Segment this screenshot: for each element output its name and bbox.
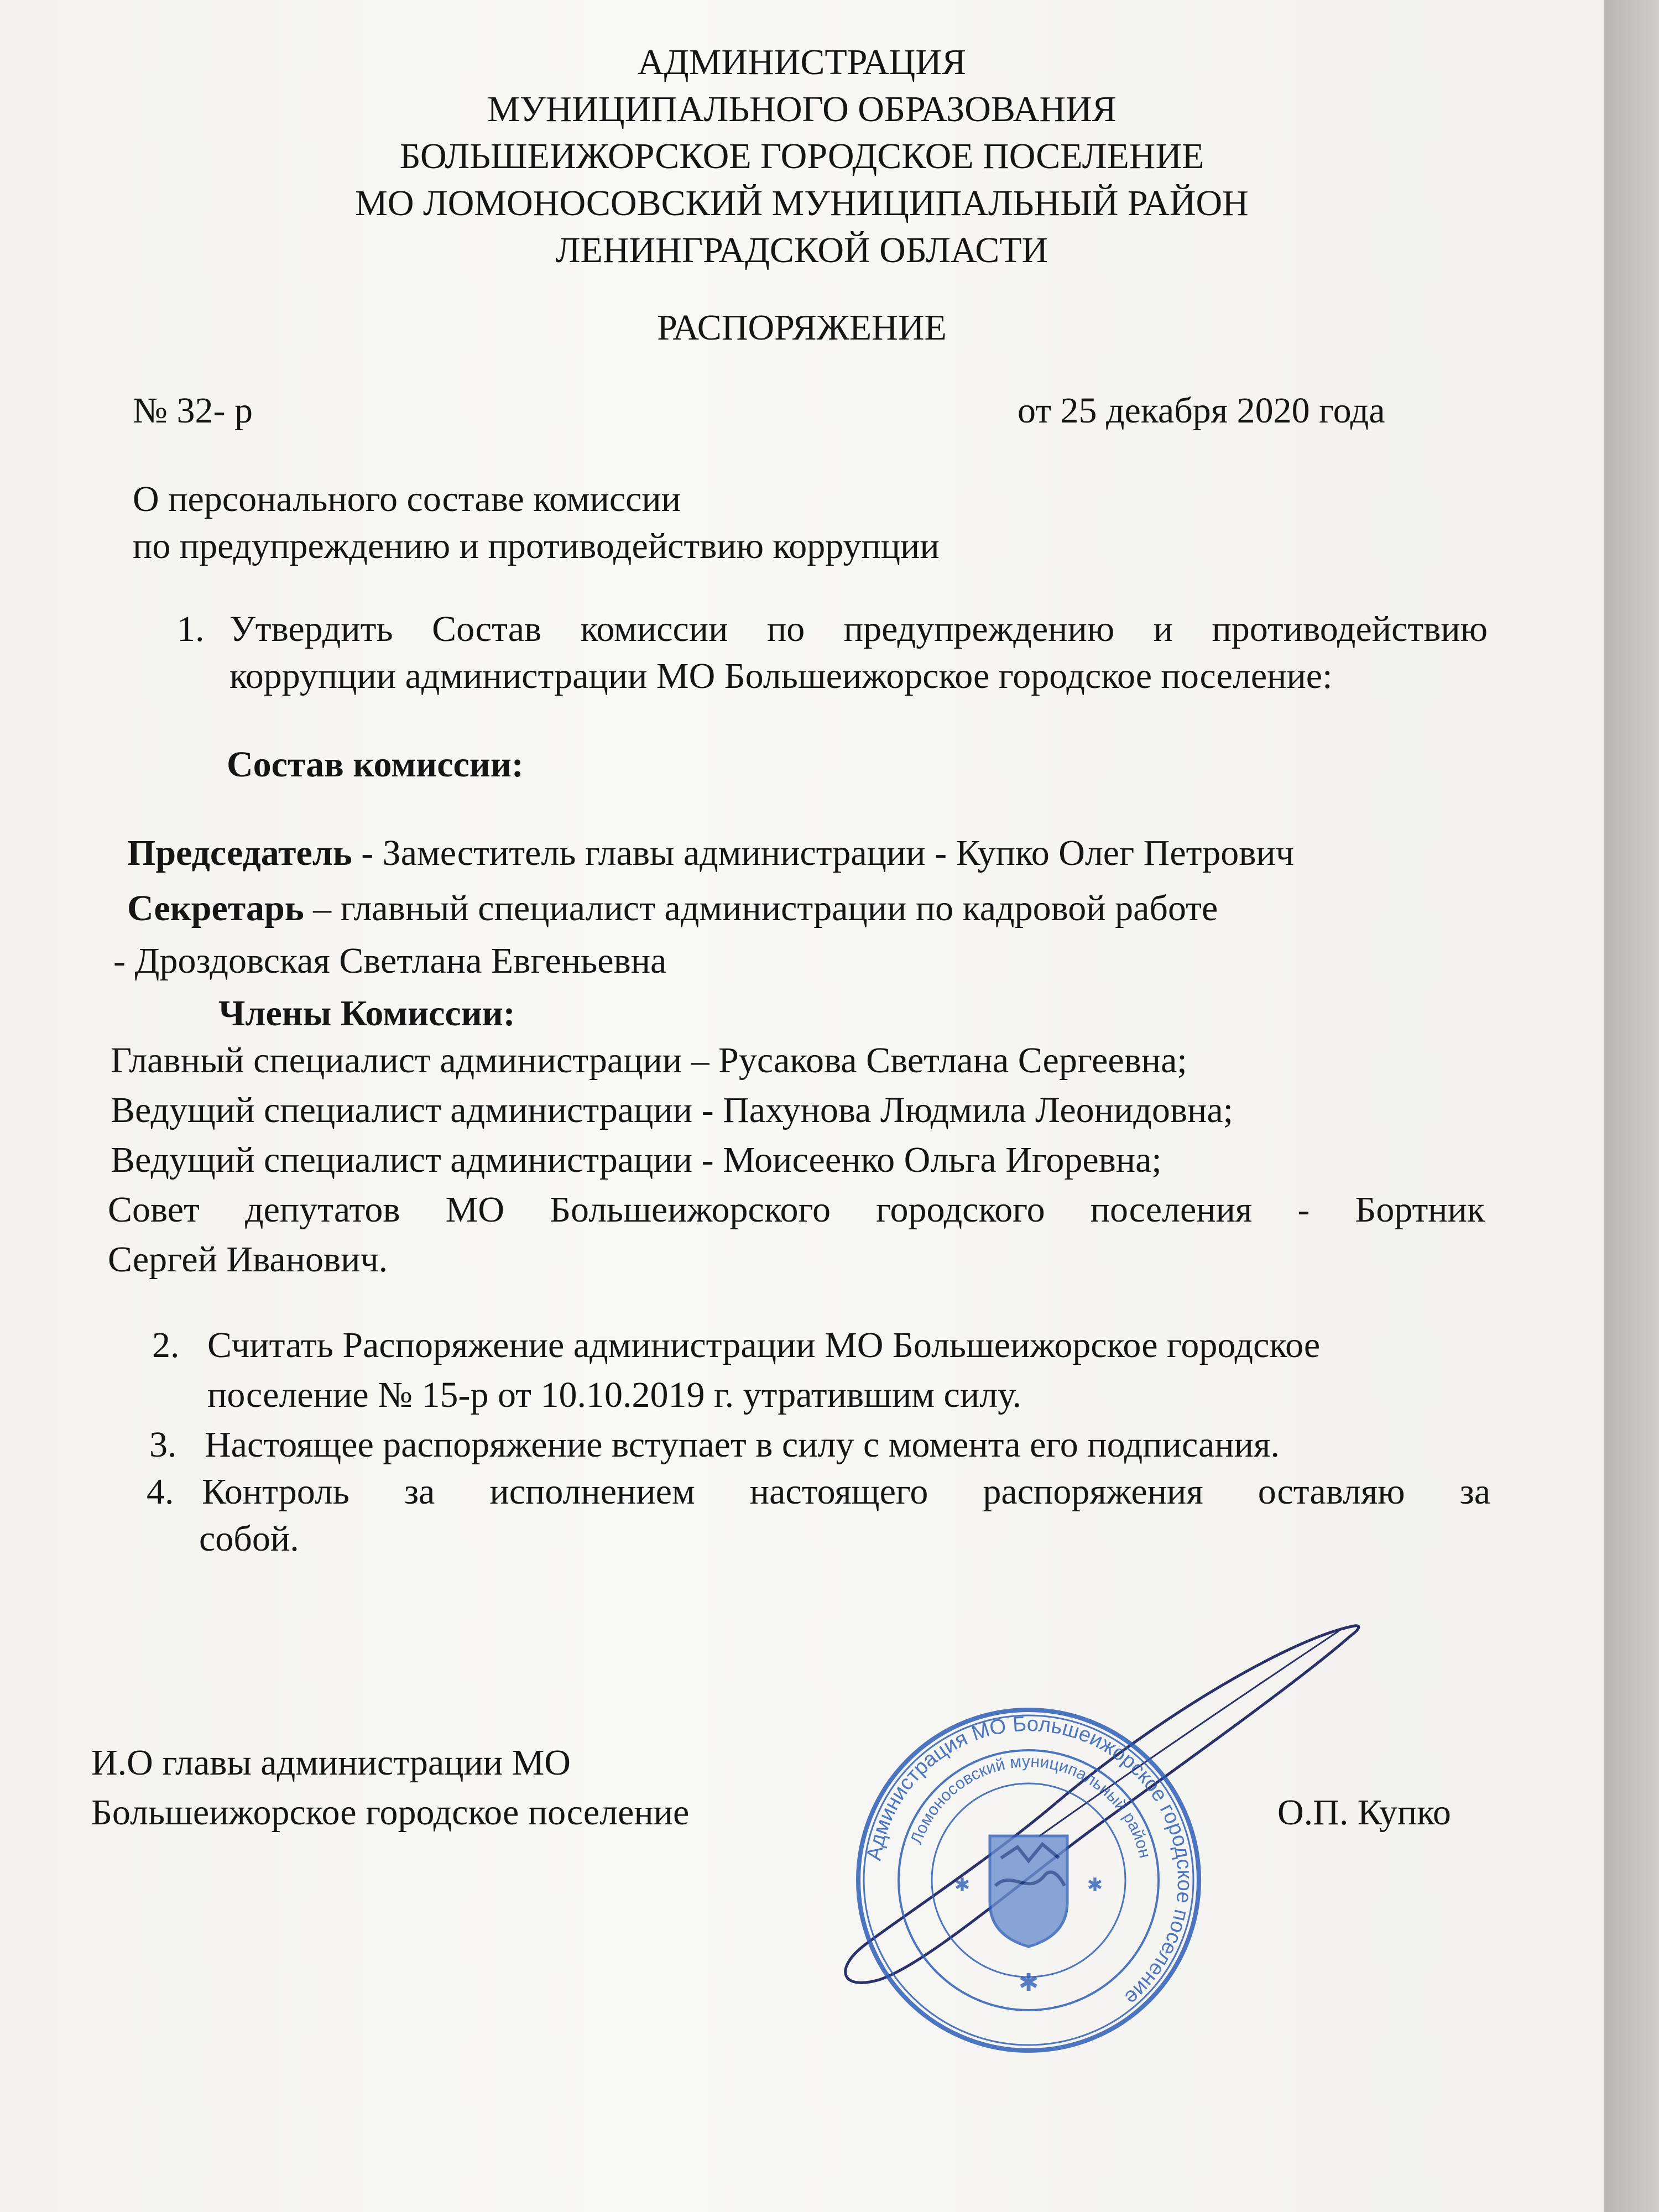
document-date: от 25 декабря 2020 года — [1018, 390, 1385, 431]
chair-line — [127, 835, 1294, 872]
secretary-line-2: - Дроздовская Светлана Евгеньевна — [113, 941, 667, 981]
subject-line-1: О персонального составе комиссии — [133, 479, 681, 519]
signatory-title-line-1: И.О главы администрации МО — [91, 1743, 571, 1783]
svg-text:✱: ✱ — [1087, 1874, 1103, 1896]
header-line-5: ЛЕНИНГРАДСКОЙ ОБЛАСТИ — [555, 230, 1048, 270]
member-line: Ведущий специалист администрации - Моисеенко Ольга Игоревна; — [111, 1140, 1162, 1180]
signatory-title-line-2: Большеижорское городское поселение — [91, 1792, 690, 1833]
item-1-number: 1. — [177, 609, 205, 649]
svg-text:Ломоносовский муниципальный ра: Ломоносовский муниципальный район — [907, 1752, 1154, 1860]
official-seal — [852, 1703, 1206, 2057]
document-number: № 32- р — [133, 390, 253, 431]
member-line: Совет депутатов МО Большеижорского городского поселения - Бортник — [108, 1190, 1485, 1230]
member-line: Главный специалист администрации – Русакова Светлана Сергеевна; — [111, 1040, 1187, 1081]
svg-text:Администрация МО Большеижорско: Администрация МО Большеижорское городское поселение — [862, 1712, 1197, 2010]
chair-role: Председатель — [127, 833, 352, 873]
item-2-line-1: Считать Распоряжение администрации МО Большеижорское городское — [207, 1325, 1321, 1365]
page-edge-shadow — [1604, 0, 1659, 2212]
signatory-name: О.П. Купко — [1277, 1792, 1451, 1833]
member-line: Ведущий специалист администрации - Пахунова Людмила Леонидовна; — [111, 1090, 1233, 1130]
header-line-4: МО ЛОМОНОСОВСКИЙ МУНИЦИПАЛЬНЫЙ РАЙОН — [355, 183, 1249, 223]
header-line-3: БОЛЬШЕИЖОРСКОЕ ГОРОДСКОЕ ПОСЕЛЕНИЕ — [399, 136, 1204, 176]
chair-text: - Заместитель главы администрации - Купко Олег Петрович — [352, 833, 1294, 873]
members-heading: Члены Комиссии: — [218, 993, 515, 1034]
document-type-title: РАСПОРЯЖЕНИЕ — [657, 307, 947, 348]
secretary-line — [127, 890, 1218, 927]
item-4-line-2: собой. — [199, 1519, 299, 1559]
subject-line-2: по предупреждению и противодействию коррупции — [133, 526, 940, 566]
svg-text:✱: ✱ — [954, 1874, 971, 1896]
item-3-number: 3. — [149, 1425, 177, 1465]
secretary-role: Секретарь — [127, 888, 304, 928]
secretary-text: – главный специалист администрации по кадровой работе — [304, 888, 1218, 928]
item-3-line-1: Настоящее распоряжение вступает в силу с момента его подписания. — [205, 1425, 1280, 1465]
header-line-1: АДМИНИСТРАЦИЯ — [638, 42, 966, 82]
item-1-line-1: Утвердить Состав комиссии по предупреждению и противодействию — [229, 609, 1488, 649]
member-line: Сергей Иванович. — [108, 1239, 388, 1280]
item-2-line-2: поселение № 15-р от 10.10.2019 г. утратившим силу. — [207, 1375, 1021, 1415]
svg-text:✱: ✱ — [1018, 1969, 1039, 1997]
item-1-line-2: коррупции администрации МО Большеижорское городское поселение: — [229, 656, 1333, 696]
item-4-line-1: Контроль за исполнением настоящего распоряжения оставляю за — [202, 1472, 1490, 1512]
item-4-number: 4. — [147, 1472, 174, 1512]
item-2-number: 2. — [152, 1325, 180, 1365]
composition-heading: Состав комиссии: — [227, 744, 524, 785]
header-line-2: МУНИЦИПАЛЬНОГО ОБРАЗОВАНИЯ — [487, 89, 1117, 129]
